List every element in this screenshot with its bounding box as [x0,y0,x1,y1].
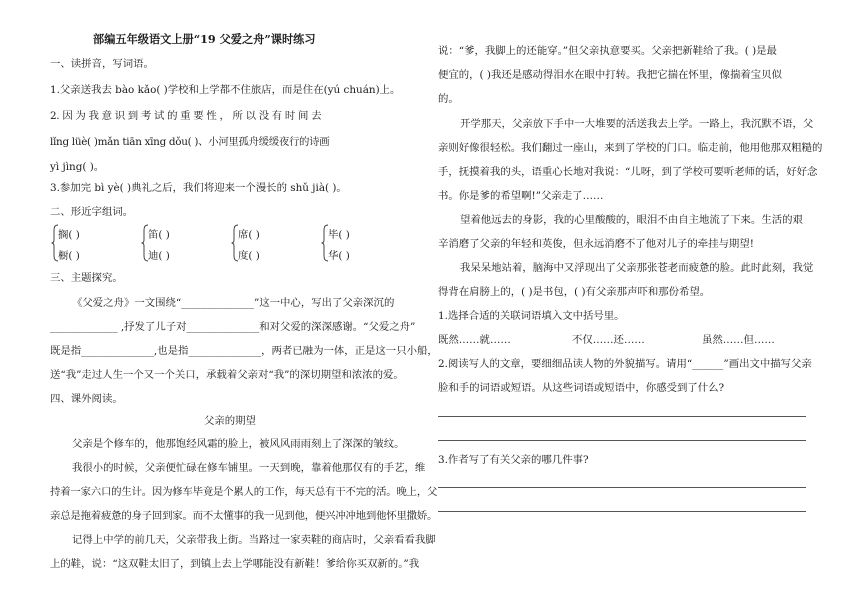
passage-line: 望着他远去的身影，我的心里酸酸的，眼泪不由自主地流了下来。生活的艰 [460,214,803,226]
passage-line: 记得上中学的前几天，父亲带我上街。当路过一家卖鞋的商店时，父亲看看我脚 [72,534,436,546]
passage-line: 辛消磨了父亲的年轻和英俊，但永远消磨不了他对儿子的牵挂与期望! [438,238,754,250]
section3-line: 既是指______________,也是指______________，两者已融为一体，正是这一只小船， [50,345,438,357]
passage-line: 得背在肩膀上的，( )是书包，( )有父亲那声吓和那份希望。 [438,286,711,298]
question-3: 3.作者写了有关父亲的哪几件事? [438,454,589,466]
passage-line: 持着一家六口的生计。因为修车毕竟是个累人的工作，每天总有干不完的活。晚上，父 [50,486,438,498]
passage-line: 亲总是拖着疲惫的身子回到家。而不太懂事的我一见到他，便兴冲冲地到他怀里撒娇。 [50,510,438,522]
passage-line: 手，抚摸着我的头，语重心长地对我说：“儿呀，到了学校可要听老师的话，好好念 [438,166,818,178]
section3-line: 送“我”走过人生一个又一个关口，承载着父亲对“我”的深切期望和浓浓的爱。 [50,369,404,381]
section2-heading: 二、形近字组词。 [50,206,134,218]
option-3: 虽然……但…… [702,334,775,346]
question-1: 1.选择合适的关联词语填入文中括号里。 [438,310,625,322]
passage-line: 书。你是爹的希望啊!”父亲走了…… [438,190,604,202]
section3-line: 《父爱之舟》一文围绕“______________”这一中心，写出了父亲深沉的 [72,297,395,309]
passage-title: 父亲的期望 [204,415,256,427]
char-pair-top: 席( ) [238,229,260,241]
passage-line: 的。 [438,93,459,105]
char-pair-bottom: 度( ) [238,250,260,262]
answer-line[interactable] [438,487,806,488]
passage-line: 亲则好像很轻松。我们翻过一座山，来到了学校的门口。临走前，他用他那双粗糙的 [438,142,823,154]
char-pair-bottom: 迪( ) [148,250,170,262]
section4-heading: 四、课外阅读。 [50,393,123,405]
char-pair-bottom: 橱( ) [58,250,80,262]
section1-line: 2. 因 为 我 意 识 到 考 试 的 重 要 性 ， 所 以 没 有 时 间 去 [50,110,322,122]
answer-line[interactable] [438,416,806,417]
question-2-cont: 脸和手的词语或短语。从这些词语或短语中，你感受到了什么? [438,382,725,394]
section1-line: 3.参加完 bì yè( )典礼之后，我们将迎来一个漫长的 shǔ jià( )。 [50,182,347,194]
answer-line[interactable] [438,511,806,512]
char-pair-bottom: 华( ) [328,250,350,262]
passage-line: 我呆呆地站着，脑海中又浮现出了父亲那张苍老而疲惫的脸。此时此刻，我觉 [460,262,814,274]
section1-line: 1.父亲送我去 bào kǎo( )学校和上学都不住旅店，而是住在(yú chuán)上。 [50,84,401,96]
answer-line[interactable] [438,440,806,441]
worksheet-title: 部编五年级语文上册“19 父爱之舟”课时练习 [93,32,316,46]
passage-line: 开学那天，父亲放下手中一大堆要的活送我去上学。一路上，我沉默不语，父 [460,118,814,130]
char-pair-top: 搁( ) [58,229,80,241]
passage-line: 上的鞋，说：“这双鞋太旧了，到镇上去上学哪能没有新鞋！爹给你买双新的。”我 [50,558,420,570]
passage-line: 我很小的时候，父亲便忙碌在修车铺里。一天到晚，靠着他那仅有的手艺，维 [72,462,426,474]
section3-heading: 三、主题探究。 [50,272,123,284]
passage-line: 说：“爹，我脚上的还能穿。”但父亲执意要买。父亲把新鞋给了我。( )是最 [438,45,777,57]
question-2: 2.阅读写人的文章，要细细品读人物的外貌描写。请用“______”画出文中描写父亲 [438,358,812,370]
passage-line: 便宜的，( )我还是感动得泪水在眼中打转。我把它揣在怀里，像揣着宝贝似 [438,69,782,81]
section1-line: yì jìng( )。 [50,161,105,173]
passage-line: 父亲是个修车的，他那饱经风霜的脸上，被风风雨雨刻上了深深的皱纹。 [72,438,405,450]
option-2: 不仅……还…… [572,334,645,346]
char-pair-top: 毕( ) [328,229,350,241]
option-1: 既然……就…… [438,334,511,346]
section1-heading: 一、读拼音，写词语。 [50,58,154,70]
char-pair-top: 笛( ) [148,229,170,241]
section3-line: _____________ ,抒发了儿子对______________和对父爱的深深感谢。“父爱之舟” [50,321,416,333]
section1-line: lǐng lüè( )mǎn tiān xīng dǒu( )、小河里孤舟缓缓夜行的诗画 [50,136,330,148]
